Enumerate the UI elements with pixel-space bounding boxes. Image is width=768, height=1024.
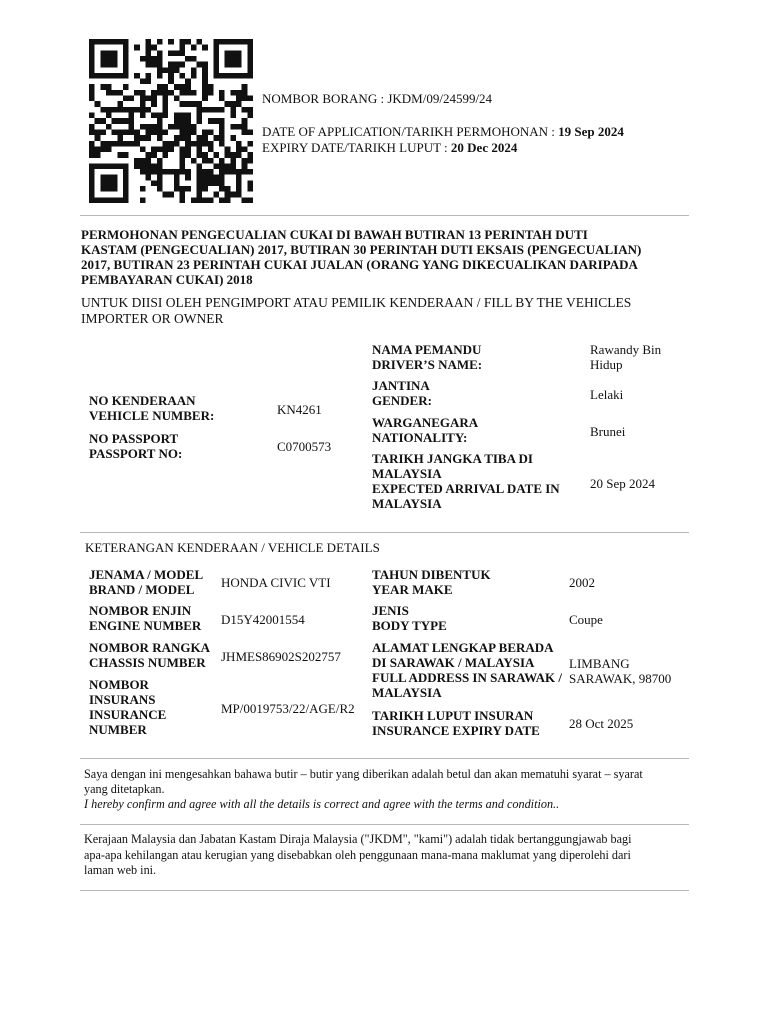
vehicle-number-value: KN4261 (277, 402, 322, 417)
address-label: ALAMAT LENGKAP BERADA DI SARAWAK / MALAYSIA FULL ADDRESS IN SARAWAK / MALAYSIA (372, 640, 562, 700)
expiry-date-row (262, 140, 517, 155)
divider (80, 758, 689, 759)
insurance-value: MP/0019753/22/AGE/R2 (221, 701, 355, 716)
engine-label: NOMBOR ENJIN ENGINE NUMBER (89, 603, 202, 633)
arrival-date-value: 20 Sep 2024 (590, 476, 655, 491)
title-line: 2017, BUTIRAN 23 PERINTAH CUKAI JUALAN (ORANG YANG DIKECUALIKAN DARIPADA (81, 257, 638, 272)
confirmation-text: Saya dengan ini mengesahkan bahawa butir – butir yang diberikan adalah betul dan akan mematuhi syarat – syarat yang ditetapkan. I hereby confirm and agree with all the details is correct and agree with the terms and condition.. (84, 767, 643, 811)
divider (80, 824, 689, 825)
form-title (81, 227, 701, 287)
arrival-date-label: TARIKH JANGKA TIBA DI MALAYSIA EXPECTED ARRIVAL DATE IN MALAYSIA (372, 451, 560, 511)
brand-value: HONDA CIVIC VTI (221, 575, 331, 590)
application-date: 19 Sep 2024 (558, 124, 624, 139)
form-subtitle (81, 295, 631, 327)
body-type-value: Coupe (569, 612, 603, 627)
insurance-expiry-value: 28 Oct 2025 (569, 716, 634, 731)
year-label: TAHUN DIBENTUK YEAR MAKE (372, 567, 491, 597)
divider (80, 532, 689, 533)
title-line: PEMBAYARAN CUKAI) 2018 (81, 272, 253, 287)
passport-value: C0700573 (277, 439, 332, 454)
expiry-date-label: EXPIRY DATE/TARIKH LUPUT : (262, 140, 448, 155)
chassis-value: JHMES86902S202757 (221, 649, 341, 664)
title-line: KASTAM (PENGECUALIAN) 2017, BUTIRAN 30 PERINTAH DUTI EKSAIS (PENGECUALIAN) (81, 242, 642, 257)
divider (80, 890, 689, 891)
subtitle-line: UNTUK DIISI OLEH PENGIMPORT ATAU PEMILIK KENDERAAN / FILL BY THE VEHICLES (81, 295, 632, 310)
driver-name-label: NAMA PEMANDU DRIVER’S NAME: (372, 342, 483, 372)
disclaimer-text: Kerajaan Malaysia dan Jabatan Kastam Diraja Malaysia ("JKDM", "kami") adalah tidak bertanggungjawab bagi apa-apa kehilangan atau kerugian yang disebabkan oleh penggunaan mana-mana maklumat yang diperolehi dari laman web ini. (84, 832, 632, 877)
body-type-label: JENIS BODY TYPE (372, 603, 447, 633)
divider (80, 215, 689, 216)
vehicle-number-label: NO KENDERAAN VEHICLE NUMBER: (89, 393, 215, 423)
insurance-expiry-label: TARIKH LUPUT INSURAN INSURANCE EXPIRY DATE (372, 708, 540, 738)
vehicle-section-title: KETERANGAN KENDERAAN / VEHICLE DETAILS (85, 540, 380, 555)
nationality-label: WARGANEGARA NATIONALITY: (372, 415, 479, 445)
qr-code (89, 38, 253, 204)
engine-value: D15Y42001554 (221, 612, 305, 627)
brand-label: JENAMA / MODEL BRAND / MODEL (89, 567, 204, 597)
subtitle-line: IMPORTER OR OWNER (81, 311, 224, 326)
form-number: NOMBOR BORANG : JKDM/09/24599/24 (262, 91, 493, 106)
expiry-date: 20 Dec 2024 (450, 140, 518, 155)
gender-value: Lelaki (590, 387, 624, 402)
nationality-value: Brunei (590, 424, 626, 439)
chassis-label: NOMBOR RANGKA CHASSIS NUMBER (89, 640, 210, 670)
insurance-label: NOMBOR INSURANS INSURANCE NUMBER (89, 677, 167, 737)
title-line: PERMOHONAN PENGECUALIAN CUKAI DI BAWAH BUTIRAN 13 PERINTAH DUTI (81, 227, 588, 242)
application-date-row (262, 124, 624, 139)
gender-label: JANTINA GENDER: (372, 378, 432, 408)
passport-label: NO PASSPORT PASSPORT NO: (89, 431, 183, 461)
year-value: 2002 (569, 575, 595, 590)
driver-name-value: Rawandy Bin Hidup (590, 342, 662, 372)
application-date-label: DATE OF APPLICATION/TARIKH PERMOHONAN : (262, 124, 555, 139)
address-value: LIMBANG SARAWAK, 98700 (569, 656, 672, 686)
